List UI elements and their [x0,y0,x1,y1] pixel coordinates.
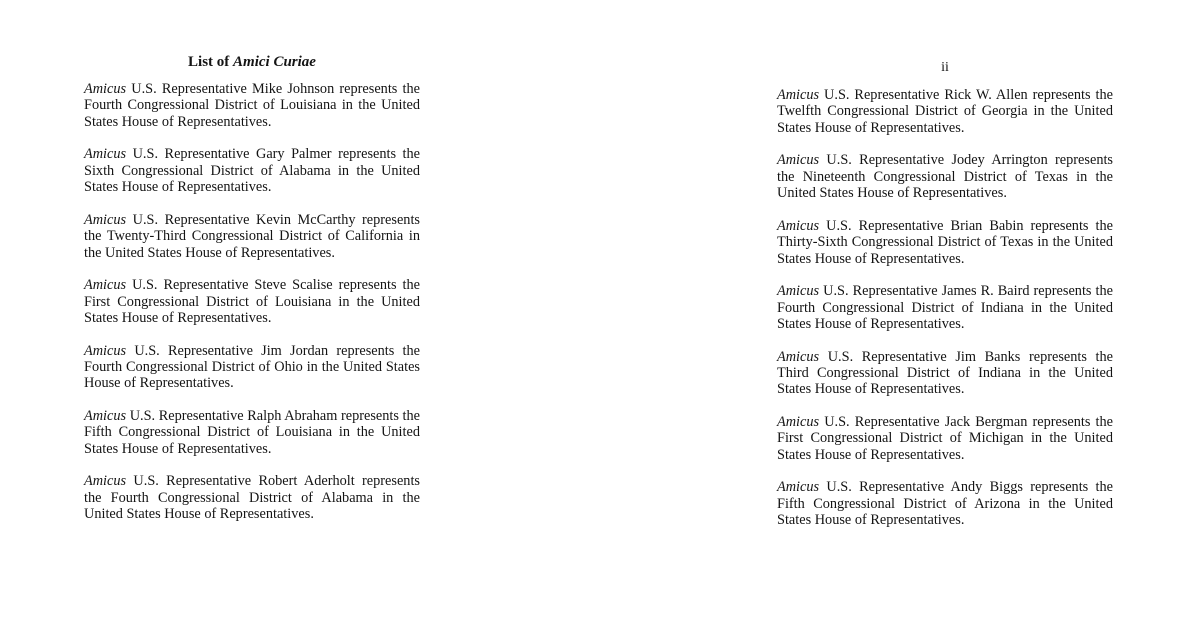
amicus-label: Amicus [84,146,127,163]
amicus-label: Amicus [777,87,820,103]
amicus-label: Amicus [84,408,127,425]
amicus-label: Amicus [84,342,127,359]
amicus-label: Amicus [777,217,820,234]
amicus-description: U.S. Representative Robert Aderholt represents the Fourth Congressional District of Alabama in the United States House of Representatives. [84,473,420,523]
amicus-label: Amicus [84,473,127,490]
title-italic: Amici Curiae [233,54,316,70]
amicus-description: U.S. Representative Mike Johnson represents the Fourth Congressional District of Louisiana in the United States House of Representatives. [84,81,421,130]
amicus-entry [777,152,1113,201]
amicus-entry [84,212,420,261]
right-page [777,0,1113,643]
amicus-entry [777,349,1113,398]
amicus-description: U.S. Representative Steve Scalise represents the First Congressional District of Louisiana in the United States House of Representatives. [84,277,420,327]
amicus-label: Amicus [777,414,820,431]
amicus-entry [84,81,420,130]
amicus-label: Amicus [84,81,127,97]
left-page [84,0,420,643]
amicus-entry [777,283,1113,332]
amicus-description: U.S. Representative Rick W. Allen represents the Twelfth Congressional District of Georgia in the United States House of Representatives. [777,87,1113,136]
amicus-description: U.S. Representative Andy Biggs represents the Fifth Congressional District of Arizona in the United States House of Representatives. [777,479,1113,529]
amicus-description: U.S. Representative Jim Jordan represents the Fourth Congressional District of Ohio in the United States House of Representatives. [84,342,420,392]
amicus-entry [84,473,420,522]
amicus-entry [84,277,420,326]
amicus-label: Amicus [84,277,127,294]
amici-list-right [777,87,1113,545]
amicus-description: U.S. Representative Kevin McCarthy represents the Twenty-Third Congressional District of California in the United States House of Representatives. [84,211,420,261]
amicus-label: Amicus [777,283,820,300]
amicus-label: Amicus [84,211,127,228]
amicus-description: U.S. Representative James R. Baird represents the Fourth Congressional District of Indiana in the United States House of Representatives. [777,283,1113,333]
amicus-description: U.S. Representative Ralph Abraham represents the Fifth Congressional District of Louisiana in the United States House of Representatives. [84,408,420,457]
amicus-entry [777,414,1113,463]
amicus-entry [84,343,420,392]
amicus-description: U.S. Representative Brian Babin represents the Thirty-Sixth Congressional District of Texas in the United States House of Representatives. [777,217,1113,267]
amicus-entry [84,146,420,195]
title-prefix: List of [188,54,230,70]
amicus-entry [777,87,1113,136]
amicus-label: Amicus [777,479,820,496]
amicus-label: Amicus [777,348,820,365]
amicus-description: U.S. Representative Jim Banks represents the Third Congressional District of Indiana in the United States House of Representatives. [777,348,1113,398]
page-number: ii [941,60,949,75]
amicus-label: Amicus [777,152,820,169]
amicus-entry [84,408,420,457]
amicus-description: U.S. Representative Gary Palmer represents the Sixth Congressional District of Alabama in the United States House of Representatives. [84,146,421,196]
page-title [84,52,420,72]
amici-list-left [84,81,420,539]
amicus-description: U.S. Representative Jodey Arrington represents the Nineteenth Congressional District of Texas in the United States House of Representatives. [777,152,1113,202]
amicus-entry [777,218,1113,267]
amicus-description: U.S. Representative Jack Bergman represents the First Congressional District of Michigan in the United States House of Representatives. [777,414,1113,463]
amicus-entry [777,479,1113,528]
